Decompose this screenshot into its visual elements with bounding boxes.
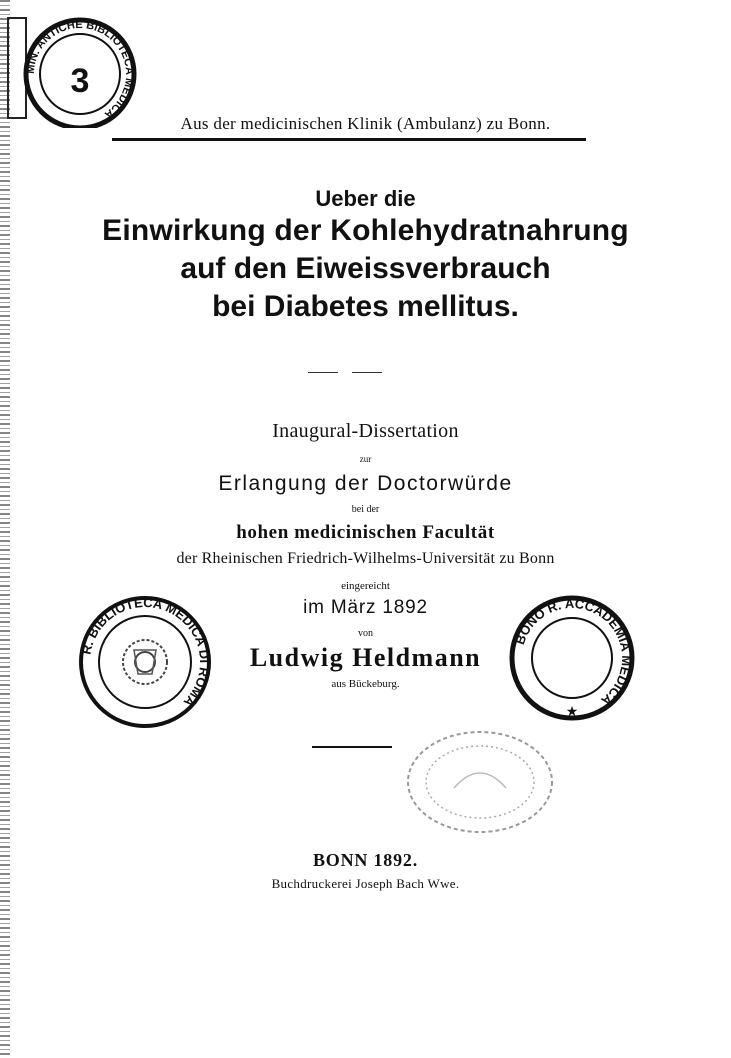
imprint-printer: Buchdruckerei Joseph Bach Wwe. [271,876,460,891]
embossed-stamp-faint [404,728,556,836]
dissertation-submitted: eingereicht [341,580,390,592]
stamp-top-left-text: MIN. ANTICHE BIBLIOTECA MEDICA [24,18,136,121]
author-name: Ludwig Heldmann [249,643,482,672]
title-line-1: Ueber die [315,186,416,211]
title-line-2: Einwirkung der Kohlehydratnahrung [102,214,629,247]
stamp-top-left-number: 3 [70,62,90,100]
ornament-dash-right [352,372,382,373]
stamp-right-text: BONO R. ACCADEMIA MEDICA [512,595,635,709]
academy-stamp-right [506,592,638,724]
dissertation-type: Inaugural-Dissertation [272,420,459,442]
title-line-4: bei Diabetes mellitus. [212,290,519,323]
institution-header: Aus der medicinischen Klinik (Ambulanz) zu Bonn. [180,114,551,133]
dissertation-university: der Rheinischen Friedrich-Wilhelms-Universität zu Bonn [176,550,555,567]
imprint-rule [312,746,392,748]
imprint-place-year: BONN 1892. [312,850,418,870]
stamp-left-text: R. BIBLIOTECA MEDICA DI ROMA [78,594,213,710]
dissertation-zur: zur [359,454,372,464]
dissertation-date: im März 1892 [303,597,428,618]
library-stamp-left [72,594,218,732]
ornament-dash-left [308,372,338,373]
title-line-3: auf den Eiweissverbrauch [180,252,551,285]
dissertation-bei-der: bei der [351,504,380,515]
dissertation-von: von [358,628,373,639]
dissertation-faculty: hohen medicinischen Facultät [236,522,495,543]
library-stamp-top-left [6,16,140,128]
header-rule [112,138,586,141]
stamp-right-star: ★ [565,703,579,719]
dissertation-purpose: Erlangung der Doctorwürde [218,472,513,495]
author-origin: aus Bückeburg. [331,678,400,690]
